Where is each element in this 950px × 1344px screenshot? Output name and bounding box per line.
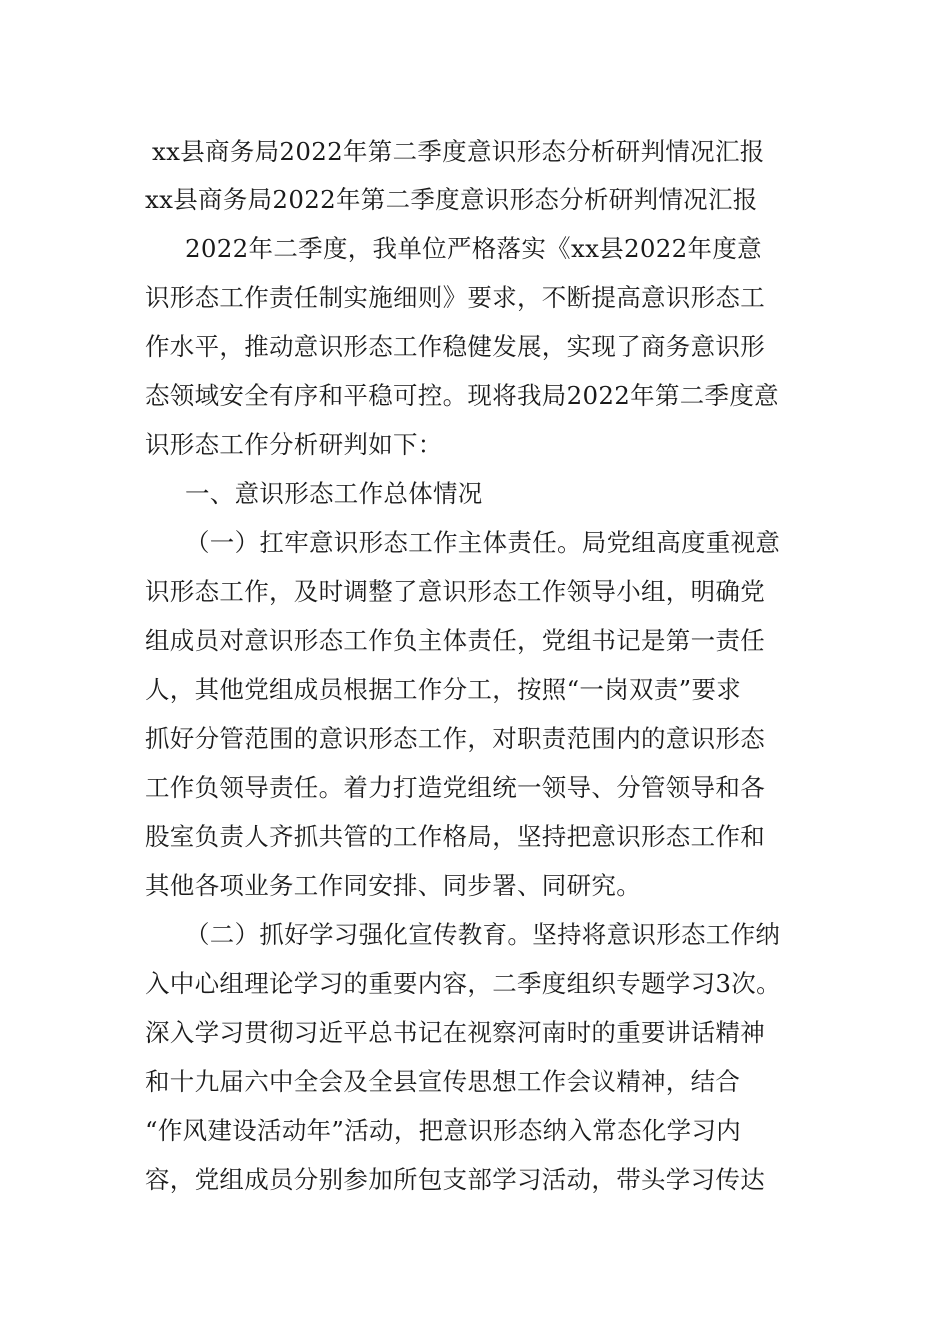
paragraph-line: （一）扛牢意识形态工作主体责任。局党组高度重视意 — [185, 528, 781, 557]
paragraph-line: 态领域安全有序和平稳可控。现将我局2022年第二季度意 — [145, 381, 779, 410]
paragraph-line: 工作负领导责任。着力打造党组统一领导、分管领导和各 — [145, 773, 765, 802]
paragraph-line: 组成员对意识形态工作负主体责任，党组书记是第一责任 — [145, 626, 765, 655]
paragraph-line: 抓好分管范围的意识形态工作，对职责范围内的意识形态 — [145, 724, 765, 753]
paragraph-line: 和十九届六中全会及全县宣传思想工作会议精神，结合 — [145, 1067, 741, 1096]
paragraph-line: 识形态工作责任制实施细则》要求，不断提高意识形态工 — [145, 283, 765, 312]
paragraph-line: 深入学习贯彻习近平总书记在视察河南时的重要讲话精神 — [145, 1018, 765, 1047]
paragraph-line: 入中心组理论学习的重要内容，二季度组织专题学习3次。 — [145, 969, 781, 998]
paragraph-line: “作风建设活动年”活动，把意识形态纳入常态化学习内 — [145, 1116, 742, 1145]
paragraph-line: 2022年二季度，我单位严格落实《xx县2022年度意 — [185, 234, 762, 263]
document-title-repeat: xx县商务局2022年第二季度意识形态分析研判情况汇报 — [145, 185, 758, 214]
paragraph-line: 人，其他党组成员根据工作分工，按照“一岗双责”要求 — [145, 675, 742, 704]
paragraph-line: 容，党组成员分别参加所包支部学习活动，带头学习传达 — [145, 1165, 765, 1194]
paragraph-line: 其他各项业务工作同安排、同步署、同研究。 — [145, 871, 641, 900]
paragraph-line: 识形态工作分析研判如下： — [145, 430, 443, 459]
paragraph-line: 作水平，推动意识形态工作稳健发展，实现了商务意识形 — [145, 332, 765, 361]
paragraph-line: （二）抓好学习强化宣传教育。坚持将意识形态工作纳 — [185, 920, 781, 949]
paragraph-line: 识形态工作，及时调整了意识形态工作领导小组，明确党 — [145, 577, 765, 606]
document-title: xx县商务局2022年第二季度意识形态分析研判情况汇报 — [152, 137, 765, 166]
section-heading: 一、意识形态工作总体情况 — [185, 479, 483, 508]
paragraph-line: 股室负责人齐抓共管的工作格局，坚持把意识形态工作和 — [145, 822, 765, 851]
